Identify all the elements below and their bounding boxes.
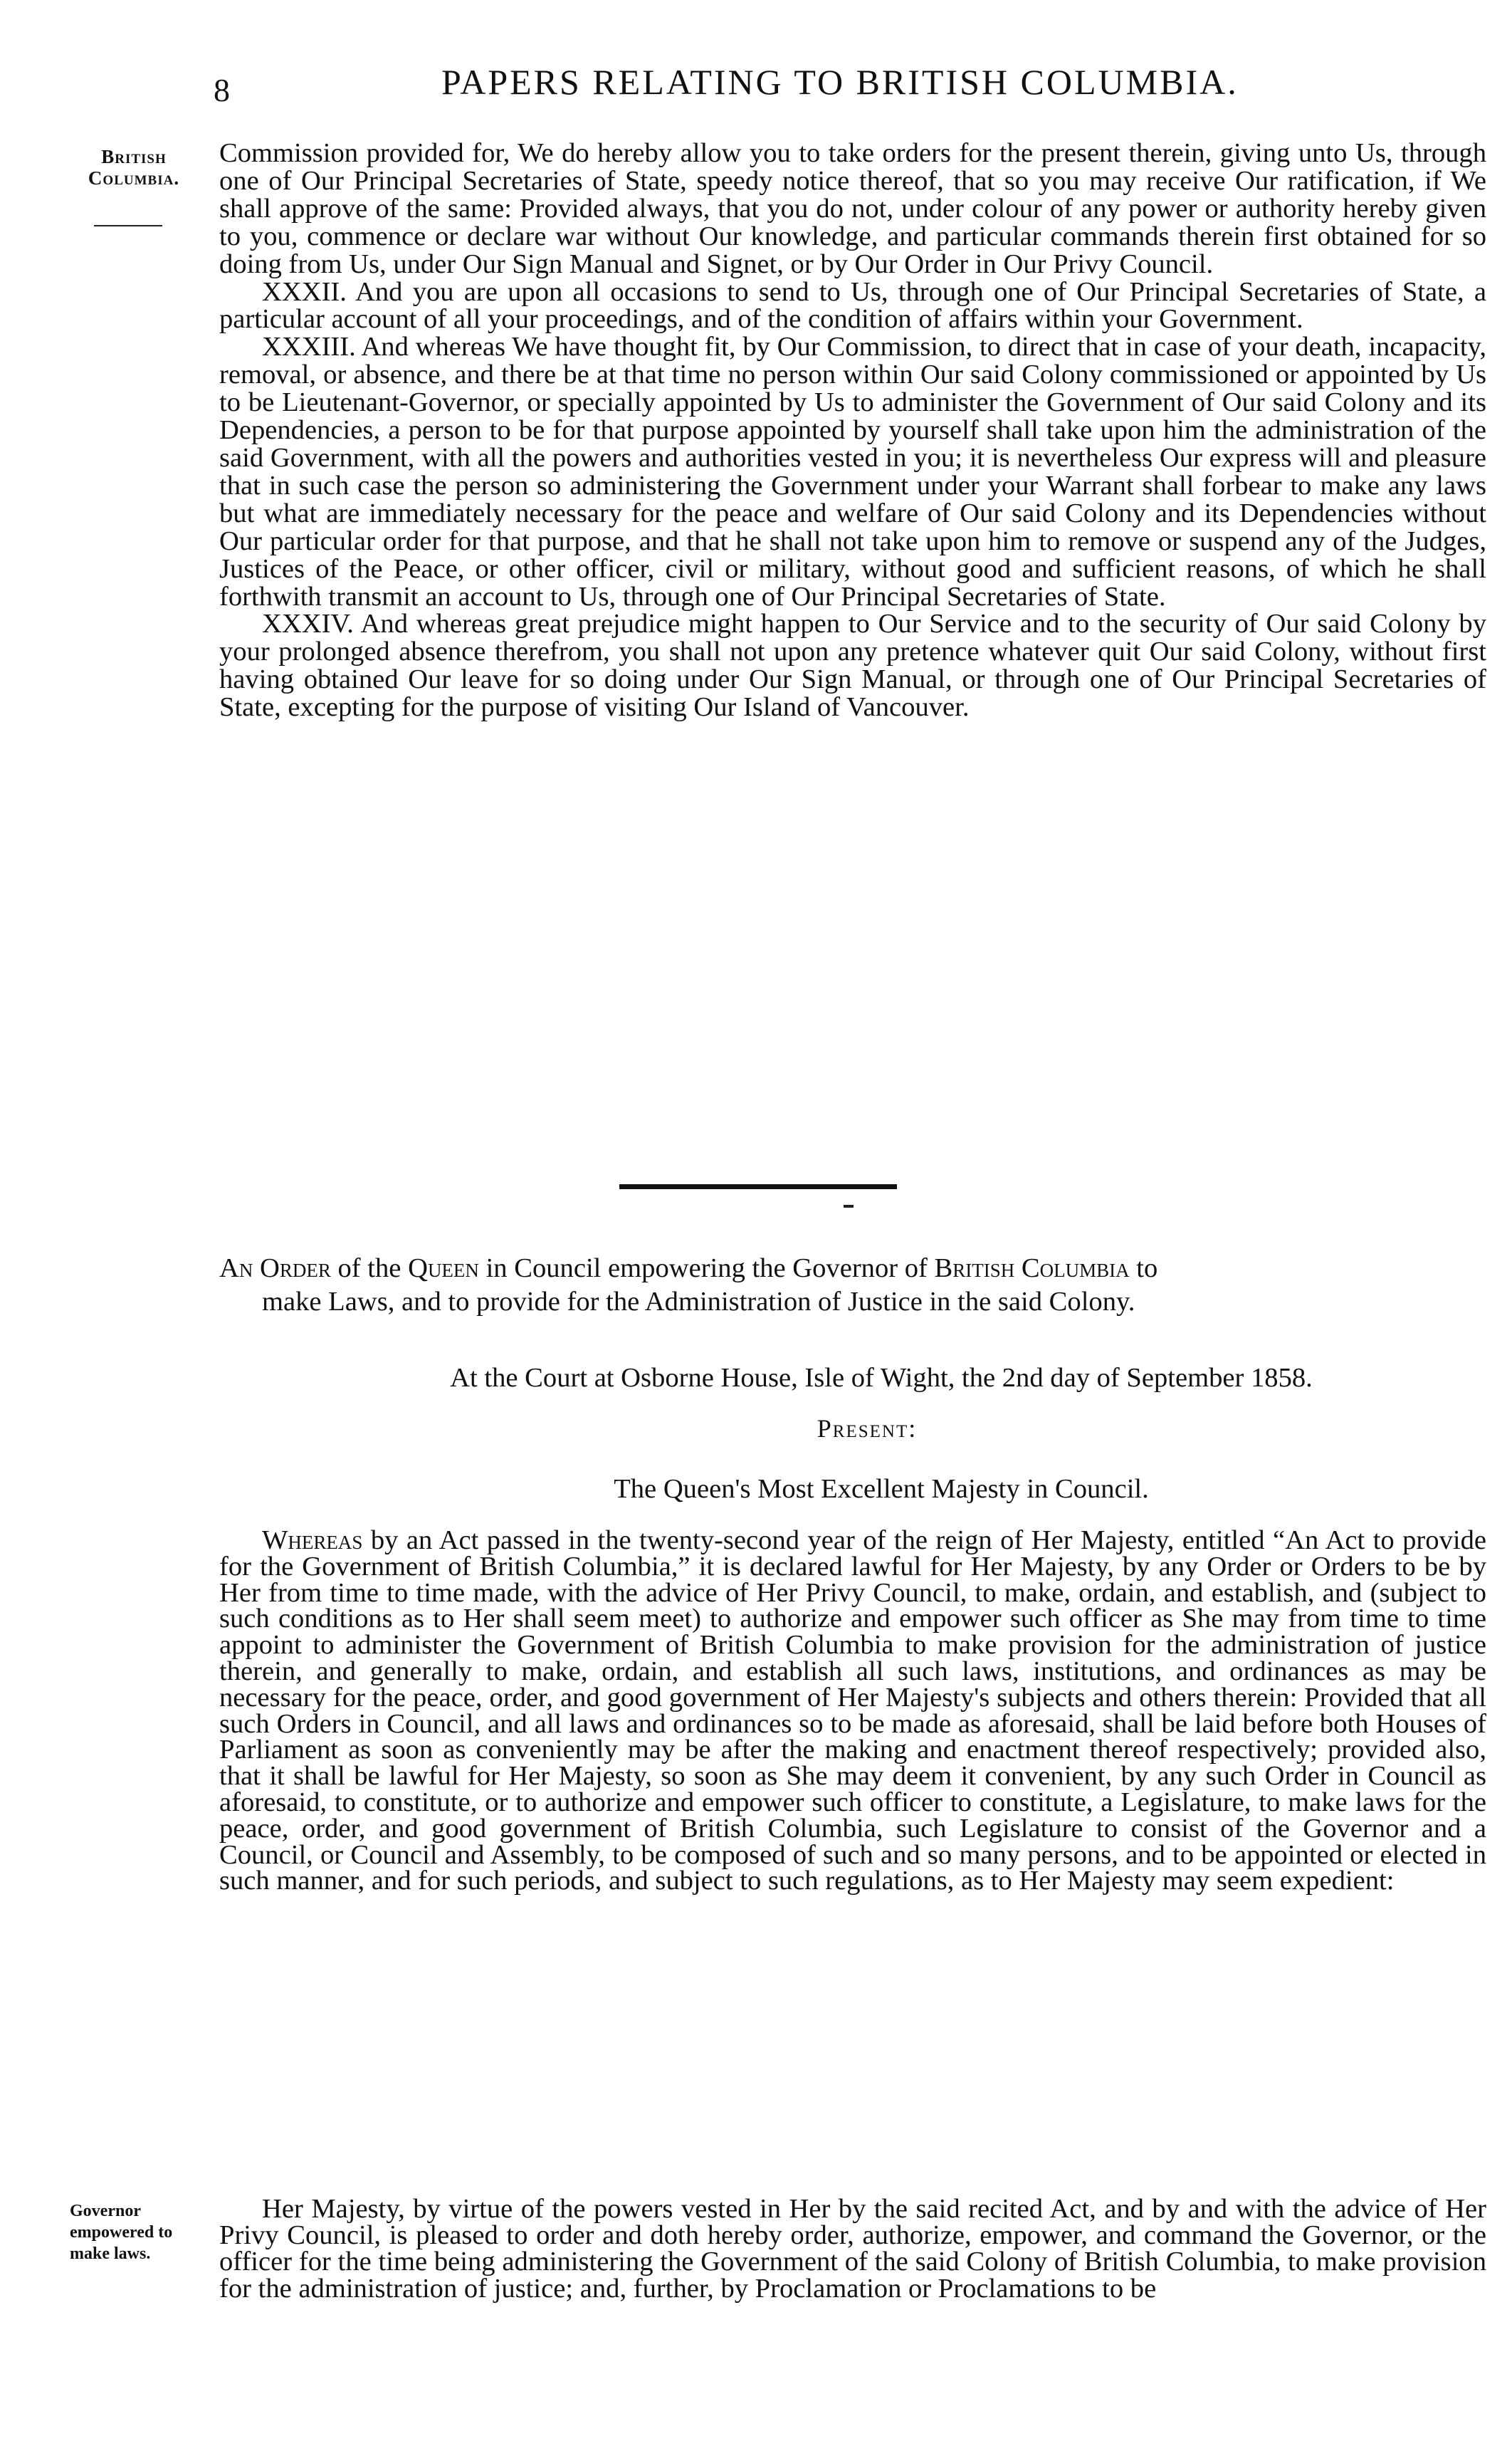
margin-note-rule bbox=[94, 225, 162, 226]
whereas-lead: Whereas bbox=[262, 1525, 363, 1555]
whereas-body: by an Act passed in the twenty-second year of the reign of Her Majesty, entitled “An Act to provide for the Government of British Columbia,” it is declared lawful for Her Majesty, by any Order or Orders to be by Her from time to time made, with the advice of Her Privy Council, to make, ordain, and establish, and (subject to such conditions as to Her shall seem meet) to authorize and empower such officer as She may from time to time appoint to administer the Government of British Columbia to make provision for the administration of justice therein, and generally to make, ordain, and establish all such laws, institutions, and ordinances as may be necessary for the peace, order, and good government of Her Majesty's subjects and others therein: Provided that all such Orders in Council, and all laws and ordinances so to be made as aforesaid, shall be laid before both Houses of Parliament as soon as conveniently may be after the making and enactment thereof respectively; provided also, that it shall be lawful for Her Majesty, so soon as She may deem it convenient, by any such Order in Council as aforesaid, to constitute, or to authorize and empower such officer to constitute, a Legislature, to make laws for the peace, order, and good government of British Columbia, such Legislature to consist of the Governor and a Council, or Council and Assembly, to be composed of such and so many persons, and to be appointed or elected in such manner, and for such periods, and subject to such regulations, as to Her Majesty may seem expedient: bbox=[219, 1525, 1486, 1896]
running-header: PAPERS RELATING TO BRITISH COLUMBIA. bbox=[441, 62, 1239, 102]
majesty-section bbox=[219, 2196, 1486, 2302]
paragraph-xxxii: XXXII. And you are upon all occasions to send to Us, through one of Our Principal Secretaries of State, a particular account of all your proceedings, and of the condition of affairs within your Government. bbox=[219, 276, 1486, 335]
paragraph-whereas bbox=[219, 1527, 1486, 1894]
order-title bbox=[219, 1252, 1486, 1319]
order-title-queen: Queen bbox=[408, 1253, 479, 1283]
court-line: At the Court at Osborne House, Isle of Wight, the 2nd day of September 1858. bbox=[450, 1363, 1313, 1393]
paragraph-xxxiv: XXXIV. And whereas great prejudice might happen to Our Service and to the security of Our said Colony by your prolonged absence therefrom, you shall not upon any pretence whatever quit Our said Colony, without first having obtained Our leave for so doing under Our Sign Manual, or through one of Our Principal Secretaries of State, excepting for the purpose of visiting Our Island of Vancouver. bbox=[219, 609, 1486, 723]
divider-ornament bbox=[844, 1205, 854, 1208]
paragraph-commission: Commission provided for, We do hereby allow you to take orders for the present therein, giving unto Us, through one of Our Principal Secretaries of State, speedy notice thereof, that so you may receive Our ratification, if We shall approve of the same: Provided always, that you do not, under colour of any power or authority hereby given to you, commence or declare war without Our knowledge, and particular commands therein first obtained for so doing from Us, under Our Sign Manual and Signet, or by Our Order in Our Privy Council. bbox=[219, 138, 1486, 279]
order-title-lead: An Order bbox=[219, 1253, 331, 1283]
margin-note-laws: Governor empowered to make laws. bbox=[70, 2202, 173, 2263]
order-title-colony: British Columbia bbox=[934, 1253, 1130, 1283]
order-title-text-2: in Council empowering the Governor of bbox=[478, 1253, 935, 1283]
council-line: The Queen's Most Excellent Majesty in Council. bbox=[614, 1474, 1149, 1504]
order-title-text: of the bbox=[330, 1253, 409, 1283]
margin-note-region: British Columbia. bbox=[88, 146, 180, 189]
whereas-section bbox=[219, 1527, 1486, 1894]
paragraph-majesty: Her Majesty, by virtue of the powers vested in Her by the said recited Act, and by and with the advice of Her Privy Council, is pleased to order and doth hereby order, authorize, empower, and command the Governor, or the officer for the time being administering the Government of the said Colony of British Columbia, to make provision for the administration of justice; and, further, by Proclamation or Proclamations to be bbox=[219, 2194, 1486, 2304]
present-heading: Present: bbox=[817, 1414, 918, 1443]
paragraph-xxxiii: XXXIII. And whereas We have thought fit, by Our Commission, to direct that in case of your death, incapacity, removal, or absence, and there be at that time no person within Our said Colony commissioned or appointed by Us to be Lieutenant-Governor, or specially appointed by Us to administer the Government of Our said Colony and its Dependencies, a person to be for that purpose appointed by yourself shall take upon him the administration of the said Government, with all the powers and authorities vested in you; it is nevertheless Our express will and pleasure that in such case the person so administering the Government under your Warrant shall forbear to make any laws but what are immediately necessary for the peace and welfare of Our said Colony and its Dependencies without Our particular order for that purpose, and that he shall not take upon him to remove or suspend any of the Judges, Justices of the Peace, or other officer, civil or military, without good and sufficient reasons, of which he shall forthwith transmit an account to Us, through one of Our Principal Secretaries of State. bbox=[219, 332, 1486, 612]
page-number: 8 bbox=[214, 72, 230, 108]
instructions-section bbox=[219, 140, 1486, 721]
order-title-text-3: to bbox=[1129, 1253, 1158, 1283]
order-title-continuation: make Laws, and to provide for the Administration of Justice in the said Colony. bbox=[262, 1287, 1135, 1317]
section-divider bbox=[619, 1184, 897, 1189]
